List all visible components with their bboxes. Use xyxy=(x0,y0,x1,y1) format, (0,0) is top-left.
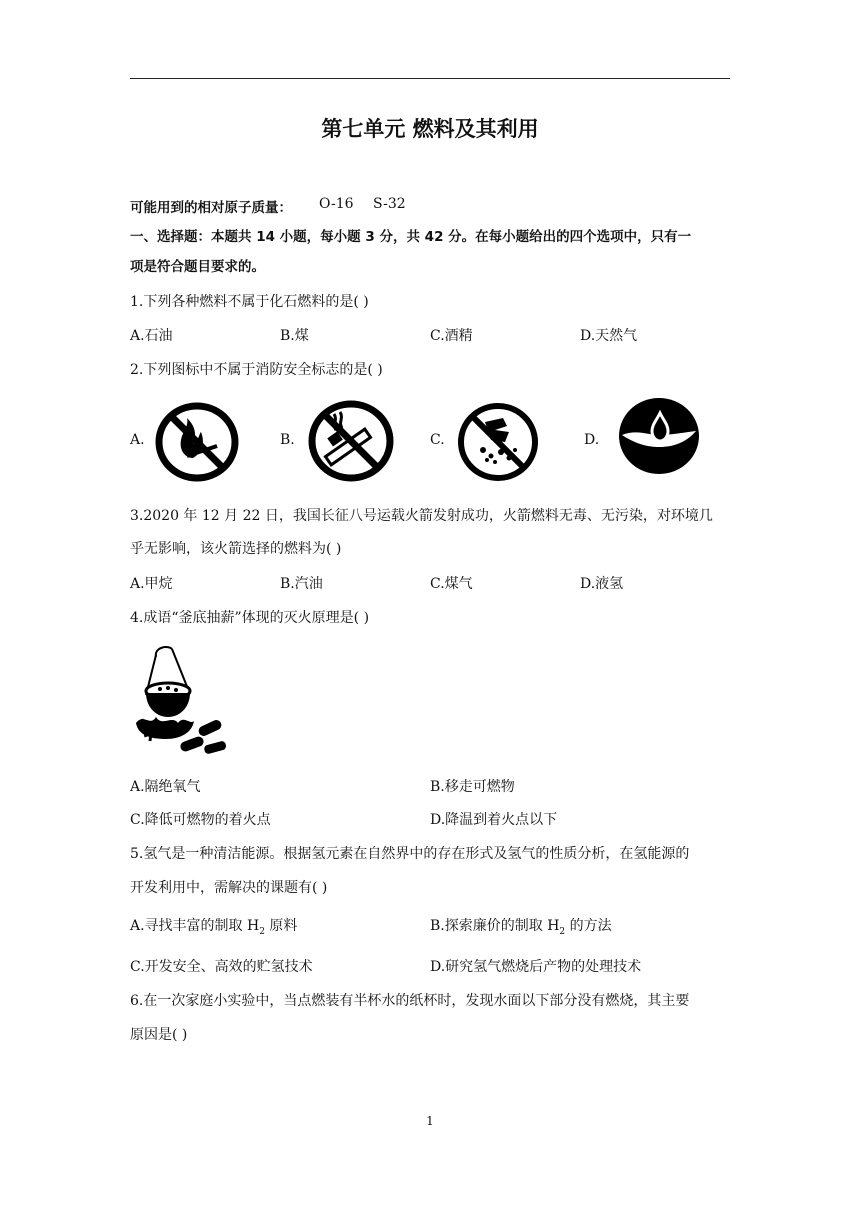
q4-option-b: B.移走可燃物 xyxy=(430,779,515,795)
q4-option-d: D.降温到着火点以下 xyxy=(430,812,558,828)
q2-option-b: B. xyxy=(280,432,295,448)
q4-option-a: A.隔绝氧气 xyxy=(130,779,201,795)
q2-stem: 2.下列图标中不属于消防安全标志的是( ) xyxy=(130,362,383,378)
q1-option-b: B.煤 xyxy=(280,328,309,344)
q3-option-a: A.甲烷 xyxy=(130,576,173,592)
page-number: 1 xyxy=(426,1114,434,1128)
q1-option-a: A.石油 xyxy=(130,328,173,344)
q4-stem: 4.成语“釜底抽薪”体现的灭火原理是( ) xyxy=(130,610,370,626)
q2-option-a: A. xyxy=(130,432,145,448)
section-heading-line2: 项是符合题目要求的。 xyxy=(130,259,265,275)
q4-option-c: C.降低可燃物的着火点 xyxy=(130,812,271,828)
cauldron-fire-illustration xyxy=(132,643,232,759)
q1-stem: 1.下列各种燃料不属于化石燃料的是( ) xyxy=(130,294,369,310)
page-title: 第七单元 燃料及其利用 xyxy=(321,117,539,141)
atomic-mass-label: 可能用到的相对原子质量： xyxy=(130,200,292,216)
q5-option-c: C.开发安全、高效的贮氢技术 xyxy=(130,959,313,975)
no-open-flame-icon xyxy=(153,400,241,484)
q5-stem-line2: 开发利用中，需解决的课题有( ) xyxy=(130,880,328,896)
q6-stem-line1: 6.在一次家庭小实验中，当点燃装有半杯水的纸杯时，发现水面以下部分没有燃烧，其主要 xyxy=(130,993,690,1009)
q3-stem-line2: 乎无影响，该火箭选择的燃料为( ) xyxy=(130,541,342,557)
q5-option-a: A.寻找丰富的制取 $H_2$ 原料 xyxy=(130,918,298,937)
q1-option-c: C.酒精 xyxy=(430,328,473,344)
q3-option-b: B.汽油 xyxy=(280,576,323,592)
q6-stem-line2: 原因是( ) xyxy=(130,1027,188,1043)
section-heading-line1: 一、选择题：本题共 14 小题，每小题 3 分，共 42 分。在每小题给出的四个选项中，只有一 xyxy=(130,229,692,245)
q3-stem-line1: 3.2020 年 12 月 22 日，我国长征八号运载火箭发射成功，火箭燃料无毒、无污染，对环境几 xyxy=(130,508,713,524)
q5-stem-line1: 5.氢气是一种清洁能源。根据氢元素在自然界中的存在形式及氢气的性质分析，在氢能源的 xyxy=(130,846,690,862)
q5-option-d: D.研究氢气燃烧后产物的处理技术 xyxy=(430,959,642,975)
q1-option-d: D.天然气 xyxy=(580,328,638,344)
atomic-mass-o: O-16 xyxy=(319,196,354,212)
q5-option-b: B.探索廉价的制取 $H_2$ 的方法 xyxy=(430,918,612,937)
atomic-mass-s: S-32 xyxy=(373,196,406,212)
q2-option-d: D. xyxy=(584,432,600,448)
water-saving-icon xyxy=(616,395,702,477)
q3-option-c: C.煤气 xyxy=(430,576,473,592)
header-rule xyxy=(130,78,730,79)
q2-option-c: C. xyxy=(430,432,445,448)
q3-option-d: D.液氢 xyxy=(580,576,624,592)
no-smoking-icon xyxy=(306,398,396,484)
no-fireworks-icon xyxy=(455,400,541,484)
